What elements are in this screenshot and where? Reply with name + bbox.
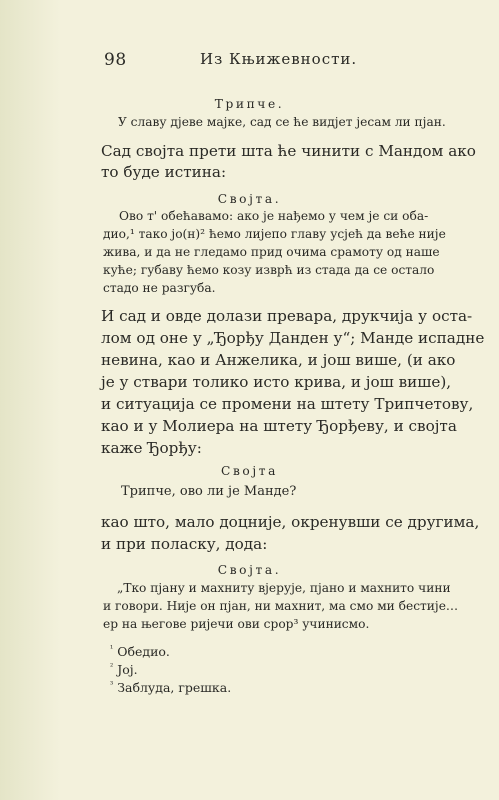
speech-line: Трипче, ово ли је Манде? (121, 484, 297, 499)
footnote-text: Јој. (117, 662, 138, 678)
narration-line: и при поласку, дода: (101, 535, 268, 553)
footnote (110, 662, 138, 677)
narration-line: Сад својта прети шта ће чинити с Мандом ако (101, 142, 476, 160)
speech-line: и говори. Није он пјан, ни махнит, ма смо ми бестије… (103, 599, 459, 613)
narration-line: каже Ђорђу: (101, 439, 202, 457)
speech-line: жива, и да не гледамо прид очима срамоту од наше (103, 245, 440, 259)
speech-line: куће; губаву ћемо козу изврћ из стада да се остало (103, 263, 435, 277)
verse-line: У славу дјеве мајке, сад се ће видјет јесам ли пјан. (118, 115, 446, 129)
narration-line: и ситуација се промени на штету Трипчетову, (101, 395, 474, 413)
page-header (104, 50, 464, 72)
speaker-tripche: Трипче. (214, 97, 285, 111)
running-head: Из Књижевности. (200, 50, 358, 68)
footnote-text: Обедио. (117, 644, 170, 660)
speech-line: Ово т' обећавамо: ако је нађемо у чем је си оба- (119, 209, 429, 223)
footnote-mark: ¹ (110, 644, 114, 653)
page-edge-stain (0, 0, 60, 800)
speech-line: дио,¹ тако јо(н)² ћемо лијепо главу усјећ да веће није (103, 227, 446, 241)
narration-line: невина, као и Анжелика, и још више, (и ако (101, 351, 456, 369)
speech-line: ер на његове ријечи ови срор³ учинисмо. (103, 617, 370, 631)
narration-line: као и у Молиера на штету Ђорђеву, и својта (101, 417, 457, 435)
narration-line: то буде истина: (101, 163, 227, 181)
speaker-svojta: Својта. (217, 192, 282, 206)
footnote (110, 644, 170, 659)
speech-line: стадо не разгуба. (103, 281, 216, 295)
narration-line: лом од оне у „Ђорђу Данден у“; Манде испадне (101, 329, 485, 347)
speaker-svojta: Својта (221, 464, 278, 478)
narration-line: И сад и овде долази превара, друкчија у оста- (101, 307, 473, 325)
footnote (110, 680, 231, 695)
speech-line: „Тко пјану и махниту вјерује, пјано и махнито чини (117, 581, 451, 595)
narration-line: је у ствари толико исто крива, и још више), (101, 373, 452, 391)
footnote-text: Заблуда, грешка. (117, 680, 232, 696)
footnote-mark: ³ (110, 680, 114, 689)
footnote-mark: ² (110, 662, 114, 671)
speaker-svojta: Својта. (217, 563, 282, 577)
page-number: 98 (104, 50, 127, 70)
narration-line: као што, мало доцније, окренувши се другима, (101, 513, 480, 531)
